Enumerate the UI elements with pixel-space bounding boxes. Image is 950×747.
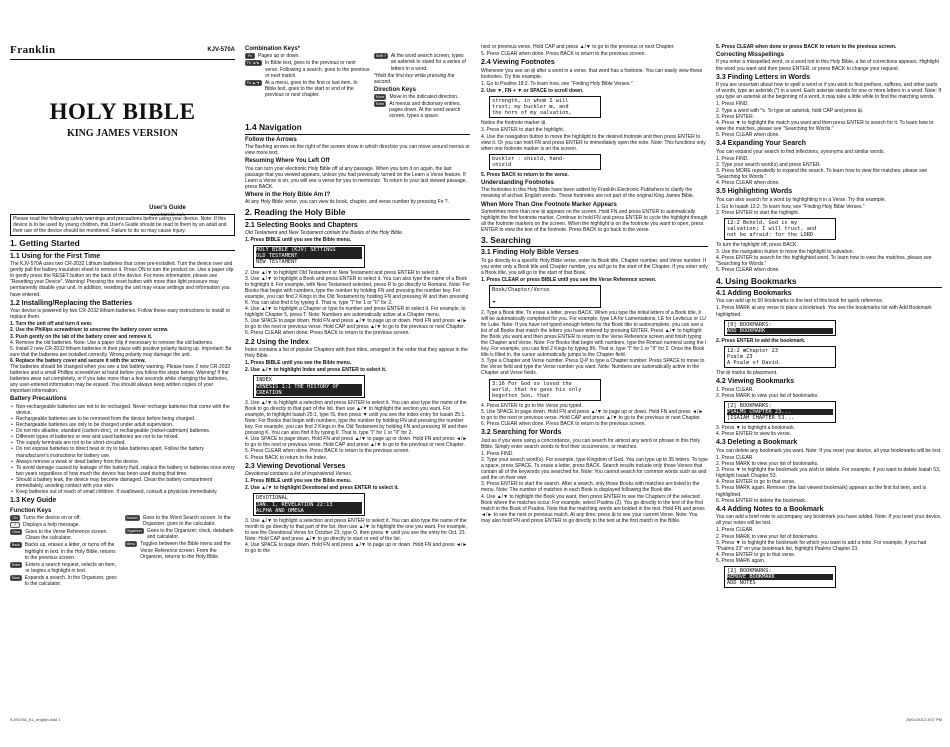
lcd-line: GENESIS 1:1 THE HISTORY OF — [256, 384, 362, 390]
list-item: 2. Type a Book title. To erase a letter, press BACK. When you type the initial letters of a Book title, it will be automatically completed for you. For example, type LA for Lamentations, LE for Leviticus or LU for Luke. Note: If you have not typed enough letters for the Book title to autocomplete, you can see a list of all Books that match the letters you have entered by pressing ENTER. Press ▲/▼ to highlight the Book you want and then press ENTER to return to the Verse Reference screen and finish typing the Chapter and Verse. Note: For Books that begin with numbers, type the Roman numeral using the I key. For example, you can find 2 Kings by typing IIK. That is, type "I" for 1 or "II" for 2. Once the Book title is filled in, the cursor automatically jumps to the Chapter field. — [481, 309, 707, 359]
list-item: 5. Press CLEAR when done. — [716, 131, 780, 138]
heading-expanding: 3.4 Expanding Your Search — [716, 139, 806, 147]
list-item: 6. Press CLEAR when done. Press BACK to return to the previous screen. — [245, 330, 410, 337]
lcd-line: DEVOTIONAL — [256, 495, 288, 502]
list-item: 6. Replace the battery cover and secure it with the screw. — [10, 357, 146, 364]
heading-deleting-bookmark: 4.3 Deleting a Bookmark — [716, 439, 798, 447]
lcd-isaiah-122 — [724, 218, 836, 240]
finding-step-1: 1. Press CLEAR or press BIBLE until you see the Verse Reference screen. — [481, 277, 657, 284]
words-steps — [481, 451, 708, 524]
understanding-text: The footnotes in this Holy Bible have been added by Franklin Electronic Publishers to clarify the meaning of archaic English words. These footnotes are not part of the original King James Bible. — [481, 187, 695, 200]
list-item: • Non-rechargeable batteries are not to be recharged. Never recharge batteries that come with the device. — [10, 404, 235, 416]
column-3 — [481, 44, 708, 724]
adding-note: The ⊞ marks its placement. — [716, 370, 778, 377]
list-item: 4. Use ▲/▼ to highlight a Chapter or type its number and press ENTER to select it. For example, to highlight Chapter 5, press T. Note: Numbers are automatically active at a Chapter menu. — [245, 306, 466, 319]
safety-notice: Please read the following safety warnings and precautions before using your device. Note: If this device is to be used by young children, this User's Guide should be read to them by an adult and their use of the device should be monitored. Failure to do so may cause injury. — [10, 214, 235, 236]
direction-key-icon: Move — [375, 95, 385, 100]
list-item: 3. Press ENTER. — [716, 113, 755, 120]
key-desc: Backs up, erases a letter, or turns off the highlight in text. In the Holy Bible, returns to the previous screen. — [24, 542, 116, 561]
list-item: 3. Use ▲/▼ to highlight a selection and press ENTER to select it. You can also type the name of the month to go directly to that part of the list, then use ▲/▼ to highlight the one you want. For example, to see the Devotional Verse for October 23, type O, then press ▼ until you see the entry for Oct. 23. Note: Hold CAP and press ▲/▼ to go directly to start or end of the list. — [245, 517, 467, 542]
deleting-text: You can delete any bookmark you want. Note: If you reset your device, all your bookmarks will be lost. — [716, 447, 942, 454]
index-step-1: 1. Press BIBLE until you see the Bible menu. — [245, 360, 352, 367]
selecting-step-1: 1. Press BIBLE until you see the Bible menu. — [245, 237, 352, 244]
battery-steps — [10, 321, 235, 364]
key-row — [10, 529, 121, 541]
footnotes-step-5: 5. Press BACK to return to the verse. — [481, 171, 569, 178]
list-item: 3. Press ENTER to start the search. After a search, only those Books with matches are listed in the menu. Note: The number of matches in each Book is displayed following the Book title. — [481, 481, 700, 494]
lcd-line: A Psalm of David. — [727, 360, 782, 367]
list-item: • Different types of batteries or new and used batteries are not to be mixed. — [10, 434, 235, 440]
list-item: 1. Turn the unit off and turn it over. — [10, 321, 93, 328]
cover-section — [10, 44, 235, 217]
back-key-icon: Back — [12, 543, 20, 548]
lcd-line: HOLY BIBLE (KJV) SETTINGS — [256, 247, 362, 253]
lcd-line: CREATION — [256, 390, 362, 396]
where-text: At any Holy Bible verse, you can view its book, chapter, and verse number by pressing Fn ?. — [245, 199, 449, 206]
heading-adding-bookmarks: 4.1 Adding Bookmarks — [716, 289, 792, 297]
heading-misspellings: Correcting Misspellings — [716, 52, 785, 59]
deleting-steps — [716, 455, 942, 504]
list-item: 1. Press FIND. — [481, 450, 514, 457]
organizer-key-icon: Organizer — [126, 529, 142, 534]
key-row — [10, 522, 121, 528]
lcd-line: JAN. 1, REVELATION 22:13 — [256, 502, 362, 508]
lcd-devotional — [253, 493, 365, 515]
heading-viewing-bookmarks: 4.2 Viewing Bookmarks — [716, 378, 795, 386]
heading-understanding: Understanding Footnotes — [481, 180, 554, 187]
key-desc: In Bible text, goes to the previous or next verse. Following a search, goes to the previous or next match. — [264, 60, 370, 79]
key-row — [245, 80, 370, 98]
list-item: 1. Press CLEAR. — [716, 386, 754, 393]
lcd-line: world, that he gave his only — [492, 386, 582, 393]
list-item: 1. Press FIND. — [716, 155, 749, 162]
letters-steps — [716, 101, 942, 138]
heading-key-guide: 1.3 Key Guide — [10, 497, 57, 505]
fn-arrows-key-icon: Fn ◄/► — [247, 61, 260, 66]
help-key-icon: ? — [10, 522, 20, 528]
lcd-line: 12:2 ⊞Chapter 23 — [727, 347, 779, 354]
heading-reading: 2. Reading the Holy Bible — [245, 207, 470, 219]
devotional-steps — [245, 518, 470, 555]
lcd-line: begotten Son, that — [492, 392, 550, 399]
key-row — [125, 528, 236, 540]
lcd-line: [0] BOOKMARKS: — [727, 321, 772, 328]
expanding-steps — [716, 156, 942, 186]
viewing-steps — [716, 387, 942, 399]
lcd-line: not be afraid: for the LORD — [727, 232, 814, 239]
key-desc: Goes to the Word Search screen. In the Organizer, goes to the calculator. — [142, 515, 231, 528]
devotional-step-1: 1. Press BIBLE until you see the Bible menu. — [245, 478, 352, 485]
search-key-icon: Search — [126, 516, 138, 521]
follow-text: The flashing arrows on the right of the screen show in which direction you can move around menus or view more text. — [245, 144, 470, 157]
heading-selecting: 2.1 Selecting Books and Chapters — [245, 221, 358, 229]
list-item: 4. Press ENTER to go to the Verse you typed. — [481, 402, 583, 409]
list-item: • Do not mix alkaline, standard (carbon-zinc), or rechargeable (nickel-cadmium) batteries. — [10, 428, 235, 434]
column-2 — [245, 44, 470, 724]
list-item: 5. Press CLEAR when done. Press BACK to return to the previous screen. — [245, 448, 410, 455]
heading-more-than-one: When More Than One Footnote Marker Appears — [481, 201, 617, 208]
list-item: 2. Press MARK to view your list of bookmarks. — [716, 461, 819, 468]
model-number: KJV-570A — [207, 47, 235, 53]
heading-first-time: 1.1 Using for the First Time — [10, 252, 101, 260]
lcd-footnote-text — [489, 154, 601, 170]
heading-resume: Resuming Where You Left Off — [245, 158, 330, 165]
clear-key-icon: Clear — [12, 530, 21, 535]
continued-step-5: 5. Press CLEAR when done or press BACK to return to the previous screen. — [716, 44, 897, 50]
list-item: 6. Press BACK to return to the Index. — [245, 454, 328, 461]
adding-text: You can add up to 50 bookmarks to the text of this book for quick reference. — [716, 298, 884, 305]
resume-text: You can turn your electronic Holy Bible off at any passage. When you turn it on again, the last passage that you viewed appears, unless you had previously turned on the Learn a Verse feature. If Learn a Verse is on, you will see a verse for you to memorize. To return to your last viewed passage, press BACK. — [245, 165, 467, 190]
list-item: • Rechargeable batteries are to be removed from the device before being charged. — [10, 416, 235, 422]
index-step-2: 2. Use ▲/▼ to highlight Index and press ENTER to select it. — [245, 367, 387, 374]
list-item: 4. Press ▼ to highlight the match you want and then press ENTER to search for it. To learn how to view the matches, please see "Searching for Words." — [716, 119, 934, 132]
continued-text: next or previous verse. Hold CAP and press ▲/▼ to go to the previous or next Chapter. — [481, 44, 675, 50]
letters-text: If you are uncertain about how to spell a word or if you wish to find prefixes, suffixes, and other parts of words, type an asterisk (*) in a word. Each asterisk stands for one or more letters in a word. Note: If you type an asterisk at the beginning of a word, it may take a little while to find the matching words. — [716, 82, 942, 101]
list-item: 1. Press FIND. — [716, 101, 749, 108]
key-desc: Goes to the Organizer; clock, databank and calculator. — [146, 528, 234, 541]
lcd-line: Psalm 23 — [727, 353, 753, 360]
selecting-steps — [245, 270, 470, 337]
list-item: 2. Use the Phillips screwdriver to unscrew the battery cover screw. — [10, 327, 169, 334]
lcd-line: [2] BOOKMARKS: — [727, 402, 772, 409]
lcd-psalm-23 — [724, 346, 836, 368]
list-item: • Should a battery leak, the device may become damaged. Clean the battery compartment immediately, avoiding contact with your skin. — [10, 477, 235, 489]
combo-note: *Hold the first key while pressing the second. — [373, 72, 455, 85]
list-item: 5. Press MARK again. Remove: (the last viewed bookmark) appears as the first list item, and is highlighted. — [716, 485, 927, 498]
list-item: 2. Press MARK to view your list of bookmarks. — [716, 392, 819, 399]
enter-key-icon: Enter — [375, 102, 385, 107]
enter-key-icon: Enter — [12, 562, 21, 567]
devotional-text: Devotional contains a list of inspirational Verses. — [245, 471, 353, 478]
lcd-line: NEW TESTAMENT — [256, 259, 298, 266]
lcd-line: [ISAIAH CHAPTER 53... — [727, 415, 794, 422]
key-row — [10, 562, 121, 574]
list-item: • Always remove a weak or dead battery from the device. — [10, 459, 235, 465]
list-item: 3. Use the navigation button to move the highlight to salvation. — [716, 249, 854, 256]
lcd-john-316 — [489, 379, 601, 401]
selecting-text: Old Testament and New Testament contain the Books of the Holy Bible. — [245, 230, 404, 237]
list-item: 1. Press CLEAR. — [716, 527, 754, 534]
key-desc: At menus and dictionary entries, pages down. At the word search screen, types a space. — [389, 101, 461, 120]
precautions-list — [10, 404, 235, 495]
adding-step-2: 2. Press ENTER to add the bookmark. — [716, 337, 806, 344]
column-1 — [10, 210, 235, 588]
lcd-line: 12:2 Behold, God is my — [727, 219, 798, 226]
list-item: 4. Use SPACE to page down. Hold FN and press ▲/▼ to page up or down. Hold FN and press ◄/► to go to the next or previous verse. Hold CAP and press ▲/▼ to go to the previous or next Chapter. — [245, 436, 468, 449]
key-row — [245, 53, 370, 59]
viewing-steps-2 — [716, 425, 942, 437]
continued-step-5: 5. Press CLEAR when done. Press BACK to return to the previous screen. — [481, 51, 646, 58]
heading-getting-started: 1. Getting Started — [10, 238, 235, 250]
list-item: 3. Press ▼ to highlight a bookmark. — [716, 425, 796, 432]
on-key-icon: ON — [10, 515, 20, 521]
brand-logo: Franklin — [10, 44, 56, 56]
heading-adding-notes: 4.4 Adding Notes to a Bookmark — [716, 505, 824, 513]
lcd-line: the horn of my salvation, — [492, 110, 572, 117]
key-desc: Enters a search request, selects an item, or begins a highlight in text. — [25, 561, 116, 574]
key-desc: At the word search screen, types an asterisk to stand for a series of letters in a word. — [390, 53, 466, 72]
list-item: 2. Type a word with *s. To type an asterisk, hold CAP and press ⊞. — [716, 107, 864, 114]
list-item: 4. Press ENTER to go to that verse. — [716, 551, 796, 558]
heading-finding-verses: 3.1 Finding Holy Bible Verses — [481, 249, 579, 257]
lcd-line: 3:16 For God so loved the — [492, 380, 572, 387]
fn-key-icon: Fn — [245, 53, 255, 59]
heading-index: 2.2 Using the Index — [245, 338, 309, 346]
heading-navigation: 1.4 Navigation — [245, 122, 470, 134]
heading-footnotes: 2.4 Viewing Footnotes — [481, 59, 555, 67]
heading-direction-keys: Direction Keys — [373, 86, 416, 93]
lcd-verse-reference — [489, 285, 601, 307]
list-item: 2. Type your search word(s). For example, type Kingdom of God. You can type up to 35 letters. To type a space, press SPACE. To erase a letter, press BACK. Search results include only those Verses that contain all of the keywords you searched for. Note: You cannot search for common words such as and and the on their own. — [481, 457, 708, 482]
key-desc: Goes to the Verse Reference screen. Clears the calculator. — [25, 529, 108, 542]
lcd-add-bookmark — [724, 320, 836, 336]
devotional-step-2: 2. Use ▲/▼ to highlight Devotional and press ENTER to select it. — [245, 485, 399, 492]
words-text: Just as if you were using a concordance, you can search for almost any word or phrase in this Holy Bible. Simply enter search words to find their occurrences, or matches. — [481, 437, 700, 450]
highlighting-steps-2 — [716, 249, 942, 273]
list-item: 2. Use ▲/▼ to highlight Old Testament or New Testament and press ENTER to select it. — [245, 269, 440, 276]
misspell-text: If you enter a misspelled word, or a word not in this Holy Bible, a list of corrections appears. Highlight the word you want and then press ENTER, or press BACK to change your request. — [716, 59, 939, 72]
lcd-line: [2] BOOKMARKS: — [727, 568, 772, 575]
lcd-line: OLD TESTAMENT — [256, 253, 362, 259]
heading-precautions: Battery Precautions — [10, 396, 67, 403]
lcd-bible-menu — [253, 245, 365, 267]
heading-devotional: 2.3 Viewing Devotional Verses — [245, 462, 346, 470]
key-desc: Move in the indicated direction. — [389, 94, 459, 101]
footer-left: KJV570A_EL_english.indd 1 — [10, 717, 61, 722]
footnotes-steps — [481, 127, 708, 151]
heading-where: Where in the Holy Bible Am I? — [245, 191, 331, 198]
heading-searching: 3. Searching — [481, 235, 708, 247]
list-item: 3. Press ▼ to highlight the bookmark you wish to delete. For example, if you want to delete Isaiah 53, highlight Isaiah Chapter 53. — [716, 467, 941, 480]
footnotes-text: Whenever you see an ⊞ after a word in a verse, that word has a footnote. You can easily view these footnotes. Try this example. — [481, 67, 703, 80]
guide-label: User's Guide — [149, 204, 186, 211]
notes-steps — [716, 527, 942, 564]
list-item: 3. Type a Chapter and Verse number. Press Q-P to type a Chapter number. Press SPACE to move to the Verse field and type the Verse number you want. Note: Numbers are automatically active in the Chapter and Verse fields. — [481, 358, 705, 377]
more-than-one-text: Sometimes more than one ⊞ appears on the screen. Hold FN and press ENTER to automatically highlight the first footnote marker. Continue to hold FN and press ENTER to cycle the highlight through all the footnote markers on the screen. When the highlight is on the footnote you want to open, press ENTER to view the text of the footnote. Press BACK to go back to the verse. — [481, 208, 708, 234]
list-item: 2. Press ENTER to start the highlight. — [716, 209, 800, 216]
footnotes-step-1: 1. Go to Psalms 18:2. To learn how, see "Finding Holy Bible Verses." — [481, 80, 633, 87]
list-item: 6. Press ENTER to delete the bookmark. — [716, 497, 807, 504]
list-item: 1. Press CLEAR. — [716, 454, 754, 461]
expanding-text: You can expand your search to find inflections, synonyms and similar words. — [716, 148, 885, 155]
list-item: 4. Remove the old batteries. Note: Use a paper clip if necessary to remove the old batteries. — [10, 339, 214, 346]
lcd-line: buckler : shield, hand- — [492, 155, 566, 162]
list-item: 3. Use ▲/▼ to highlight a selection and press ENTER to select it. You can also type the name of the Book to go directly to that part of the list, then use ▲/▼ to highlight the section you want. For example, to highlight Isaiah 25:1, type IS, then press ▼ until you see the index entry for Isaiah 25:1. Note: For Books that begin with numbers, type the number by holding FN and pressing the number key. For example, you can find 2 Kings in the Old Testament by holding FN and pressing W and then pressing K. You can also find it by typing II. That is, type "I" for 1 or "II" for 2. — [245, 399, 468, 437]
lcd-footnote-verse — [489, 96, 601, 118]
lcd-bookmark-list — [724, 401, 836, 423]
lcd-line: INDEX — [256, 377, 272, 384]
first-time-text: The KJV-570A uses two CR-2032 Lithium batteries that come pre-installed. Turn the device over and gently pull the battery insulation sheet to remove it. Press ON to turn the product on. Use a paper clip to gently press the RESET button on the back of the device. For more information, please see "Resetting your Device". Warning! Pressing the reset button with more than light pressure may permanently disable your unit. In addition, resetting the unit may erase settings and information you have entered. — [10, 261, 234, 298]
batteries-note: The batteries should be changed when you see a low battery warning. Please have 2 new CR-2032 batteries and a small Phillips screwdriver at hand before you follow the steps below. Warning! If the batteries wear out completely, or if you take more than a few seconds while changing the batteries, any user-entered information may be erased. You should always keep written copies of your important information. — [10, 364, 231, 395]
highlighting-mid: To turn the highlight off, press BACK. — [716, 242, 798, 249]
heading-follow-arrows: Follow the Arrows — [245, 136, 297, 143]
key-desc: At a menu, goes to the first or last item. In Bible text, goes to the start or end of the previous or next chapter. — [264, 79, 358, 98]
mark-key-icon: Mark — [12, 575, 20, 580]
index-steps — [245, 400, 470, 461]
list-item: 3. Press ENTER to start the highlight. — [481, 127, 565, 134]
key-desc: Expands a search. In the Organizer, goes to the calculator. — [24, 574, 117, 587]
list-item: 4. Use SPACE to page down. Hold FN and press ▲/▼ to page up or down. Hold FN and press ◄/► to go to the — [245, 542, 468, 555]
list-item: 6. Press CLEAR when done. Press BACK to return to the previous screen. — [481, 421, 646, 428]
list-item: 2. Type your search word(s) and press ENTER. — [716, 161, 821, 168]
lcd-line: ◄ — [492, 299, 496, 306]
key-row — [125, 541, 236, 559]
list-item: 4. Use ▲/▼ to highlight the Book you want, then press ENTER to see the Chapters of the selected Book where the matches occur. For example, select Psalms (2). You go directly to the text of the first match in the Book of Psalms. Note that the matching words are bolded in the text. Hold FN and press ◄/► to see the next or previous match. At any time, press ⊞ to see your current Verse. Note: You may also hold FN and press ENTER to go directly to the text at the first match in the Bible. — [481, 493, 705, 524]
notes-text: You can add a brief note to accompany any bookmark you have added. Note: If you reset your device, all your notes will be lost. — [716, 514, 942, 527]
lcd-line: salvation; I will trust, and — [727, 225, 817, 232]
key-desc: Pages up or down. — [258, 53, 300, 60]
heading-batteries: 1.2 Installing/Replacing the Batteries — [10, 299, 133, 307]
lcd-line: ALPHA AND OMEGA — [256, 508, 362, 514]
list-item: 4. Press ENTER to go to that verse. — [716, 479, 796, 486]
key-row — [10, 515, 121, 521]
list-item: 3. Use ▲/▼ to highlight a Book and press ENTER to select it. You can also type the name of a Book to highlight it. For example, with New Testament selected, press R to go directly to Romans. Note: For Books that begin with numbers, type the number by holding FN and pressing the number key. For example, you can find 2 Kings in the Old Testament by holding FN and pressing W and then pressing K. You can also find it by typing II. That is, type "I" for 1 or "II" for 2. — [245, 275, 470, 306]
key-desc: Turns the device on or off. — [23, 515, 81, 522]
list-item: 5. Use SPACE to page down. Hold FN and press ▲/▼ to page up or down. Hold FN and press ◄/► to go to the next or previous verse. Hold CAP and press ▲/▼ to go to the previous or next Chapter. — [481, 408, 704, 421]
list-item: 3. Press MORE repeatedly to expand the search. To learn how to view the matches, please see "Searching for Words." — [716, 167, 928, 180]
key-row — [245, 60, 370, 78]
lcd-line: trust; my buckler ⊞, and — [492, 104, 569, 111]
list-item: • The supply terminals are not to be short-circuited. — [10, 440, 235, 446]
list-item: • To avoid damage caused by leakage of the battery fluid, replace the battery or batteries once every two years regardless of how much the device has been used during that time. — [10, 465, 235, 477]
key-row — [125, 515, 236, 527]
highlighting-text: You can also search for a word by highlighting it in a Verse. Try this example. — [716, 196, 886, 203]
footer-right: 25/01/2013 3:07 PM — [905, 717, 942, 722]
key-row — [374, 94, 470, 100]
header-rule — [10, 59, 235, 60]
lcd-index — [253, 375, 365, 397]
lcd-line: REMOVE BOOKMARK — [727, 574, 833, 580]
adding-step-1: 1. Press MARK at any verse to place a bookmark. You see the bookmarks list with Add Bookmark highlighted. — [716, 305, 932, 318]
lcd-line: ADD NOTES — [727, 580, 756, 587]
heading-finding-letters: 3.3 Finding Letters in Words — [716, 73, 810, 81]
shift-key-icon: Shift ? — [375, 54, 386, 59]
heading-function-keys: Function Keys — [10, 507, 52, 514]
list-item: 4. Press ENTER to search for the highlighted word. To learn how to view the matches, please see "Searching for Words." — [716, 255, 932, 268]
list-item: 5. Press CLEAR when done. — [716, 267, 780, 274]
index-text: Index contains a list of popular Chapters with their titles, arranged in the order that they appear in the Holy Bible. — [245, 347, 468, 360]
lcd-line: shield — [492, 161, 512, 168]
list-item: 4. Press ENTER to view its verse. — [716, 431, 792, 438]
list-item: 5. Use SPACE to page down. Hold FN and press ▲/▼ to page up or down. Hold FN and press ◄/► to go to the next or previous verse. Hold CAP and press ▲/▼ to go to the previous or next Chapter. — [245, 318, 468, 331]
list-item: 3. Push gently on the tab of the battery cover and remove it. — [10, 333, 153, 340]
list-item: 4. Use the navigation button to move the highlight to the desired footnote and then press ENTER to view it. Or you can hold FN and press ENTER to immediately open the note. Note: This functions only when one footnote marker is on the screen. — [481, 133, 706, 152]
heading-searching-words: 3.2 Searching for Words — [481, 429, 562, 437]
cover-subtitle: KING JAMES VERSION — [67, 128, 178, 140]
list-item: • Keep batteries out of reach of small children. If swallowed, consult a physician immediately. — [10, 489, 235, 495]
menu-key-icon: Menu — [126, 542, 136, 547]
list-item: • Do not expose batteries to direct heat or try to take batteries apart. Follow the battery manufacturer's instructions for battery use. — [10, 446, 235, 458]
key-row — [374, 53, 470, 71]
key-row — [10, 542, 121, 560]
heading-bookmarks: 4. Using Bookmarks — [716, 276, 942, 288]
cover-title: HOLY BIBLE — [49, 99, 196, 125]
website-url: www.franklin.com — [149, 211, 185, 217]
heading-highlighting: 3.5 Highlighting Words — [716, 188, 793, 196]
heading-combination-keys: Combination Keys* — [245, 46, 301, 52]
footnotes-step-2: 2. Use ▼, FN + ▼ or SPACE to scroll down. — [481, 88, 584, 94]
fn-updown-key-icon: Fn ▲/▼ — [247, 80, 260, 85]
finding-text: To go directly to a specific Holy Bible verse, enter its Book title, Chapter number, and Verse number. If you enter only a Book title and Chapter number, you will go to the start of the Chapter. If you enter only a Book title, you will go to the start of that Book. — [481, 258, 708, 277]
list-item: 3. Press ▼ to highlight the bookmark for which you want to add a note. For example, if you had "Psalms 23" on your bookmark list, highlight Psalms Chapter 23. — [716, 539, 927, 552]
list-item: 5. Press MARK again. — [716, 557, 766, 564]
highlighting-steps — [716, 204, 942, 216]
key-row — [374, 101, 470, 119]
list-item: 2. Press MARK to view your list of bookmarks. — [716, 533, 819, 540]
lcd-line: Book/Chapter/Verse — [492, 287, 550, 294]
lcd-add-notes — [724, 566, 836, 588]
finding-steps — [481, 310, 708, 377]
list-item: 5. Install 2 new CR-2032 lithium batteries in their place with positive polarity facing up. Important: Be sure that the batteries are installed correctly. Wrong polarity may damage the unit. — [10, 345, 232, 358]
key-desc: Displays a help message. — [23, 522, 80, 529]
lcd-line: strength, in whom I will — [492, 98, 569, 105]
list-item: • Rechargeable batteries are only to be charged under adult supervision. — [10, 422, 235, 428]
batteries-text: Your device is powered by two CR-2032 lithium batteries. Follow these easy instructions to install or replace them. — [10, 308, 231, 321]
key-desc: Toggles between the Bible menu and the Verse Reference screen. From the Organizer, returns to the Holy Bible. — [140, 541, 231, 560]
column-4 — [716, 44, 942, 724]
lcd-line: ADD BOOKMARK — [727, 328, 833, 334]
list-item: 1. Go to Isaiah 12:2. To learn how, see "Finding Holy Bible Verses." — [716, 203, 865, 210]
footnotes-mid: Notice the footnote marker ⊞. — [481, 120, 547, 127]
lcd-line: PSALMS CHAPTER 23... — [727, 409, 833, 415]
key-row — [10, 575, 121, 587]
list-item: 4. Press CLEAR when done. — [716, 179, 780, 186]
finding-steps-2 — [481, 403, 708, 427]
